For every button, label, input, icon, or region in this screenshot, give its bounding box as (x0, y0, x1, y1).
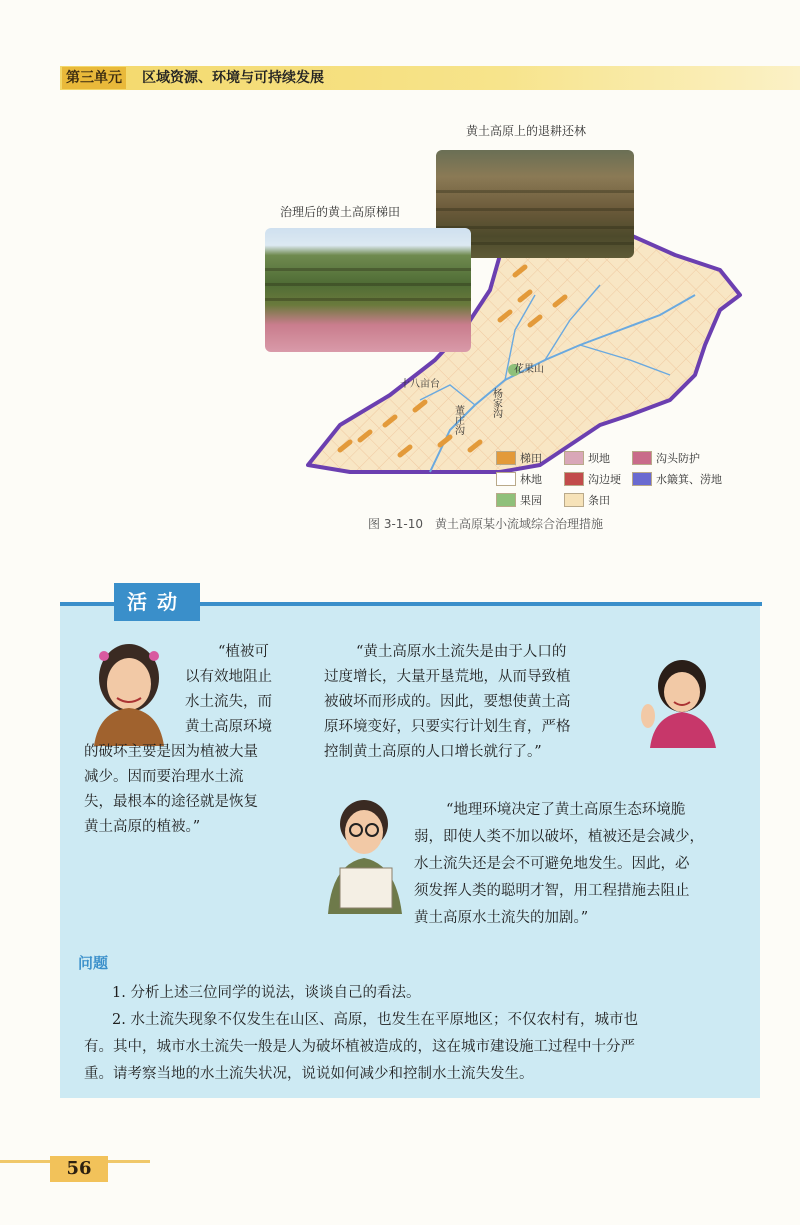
quote-1-line: “植被可 (218, 644, 269, 660)
legend-swatch (496, 493, 516, 507)
quote-2-line: 控制黄土高原的人口增长就行了。” (324, 744, 542, 760)
legend-swatch (564, 472, 584, 486)
map-label-huaguoshan: 花果山 (514, 364, 544, 375)
quote-1-line: 以有效地阻止 (185, 669, 272, 685)
legend-item: 林地 (496, 471, 542, 487)
quote-3-line: 弱，即使人类不加以破坏，植被还是会减少， (414, 829, 704, 845)
legend-item: 沟头防护 (632, 450, 700, 466)
legend-item: 水簸箕、涝地 (632, 471, 722, 487)
legend-swatch (632, 472, 652, 486)
quote-1-line: 的破坏主要是因为植被大量 (84, 744, 258, 760)
quote-3-line: 水土流失还是会不可避免地发生。因此，必 (414, 856, 690, 872)
quote-2-line: 原环境变好，只要实行计划生育，严格 (324, 719, 571, 735)
photo-left-caption: 治理后的黄土高原梯田 (280, 205, 401, 219)
map-label-shibamutai: 十八亩台 (400, 379, 440, 390)
quote-1-line: 黄土高原环境 (185, 719, 272, 735)
quote-2-line: 被破坏而形成的。因此，要想使黄土高 (324, 694, 571, 710)
map-label-dongzhuanggou: 董庄沟 (452, 405, 464, 435)
legend-swatch (564, 493, 584, 507)
photo-terraced-fields (265, 228, 471, 352)
quote-2-line: 过度增长，大量开垦荒地，从而导致植 (324, 669, 571, 685)
questions-title: 问题 (78, 954, 109, 972)
quote-1-line: 黄土高原的植被。” (84, 819, 201, 835)
activity-title: 活动 (114, 583, 200, 621)
legend-swatch (564, 451, 584, 465)
figure-caption: 图 3-1-10 黄土高原某小流域综合治理措施 (368, 517, 604, 531)
legend-item: 果园 (496, 492, 542, 508)
student-boy-illustration (320, 794, 410, 914)
unit-title: 区域资源、环境与可持续发展 (142, 70, 324, 86)
quote-1-line: 水土流失，而 (185, 694, 272, 710)
page-number: 56 (50, 1156, 108, 1182)
question-2-line: 2. 水土流失现象不仅发生在山区、高原，也发生在平原地区；不仅农村有，城市也 (112, 1012, 638, 1028)
quote-1-line: 减少。因而要治理水土流 (84, 769, 244, 785)
legend-swatch (496, 472, 516, 486)
quote-3-line: 须发挥人类的聪明才智，用工程措施去阻止 (414, 883, 690, 899)
student-girl-1-illustration (84, 636, 174, 746)
map-label-yangjiagou: 杨家沟 (490, 388, 502, 418)
quote-3-line: “地理环境决定了黄土高原生态环境脆 (446, 802, 686, 818)
quote-2-line: “黄土高原水土流失是由于人口的 (356, 644, 567, 660)
student-girl-2-illustration (636, 656, 722, 748)
photo-top-caption: 黄土高原上的退耕还林 (466, 124, 587, 138)
legend-swatch (632, 451, 652, 465)
unit-label: 第三单元 (62, 67, 126, 89)
legend-item: 条田 (564, 492, 610, 508)
question-2-line: 有。其中，城市水土流失一般是人为破坏植被造成的，这在城市建设施工过程中十分严 (84, 1039, 635, 1055)
legend-item: 梯田 (496, 450, 542, 466)
legend-item: 沟边埂 (564, 471, 621, 487)
quote-3-line: 黄土高原水土流失的加剧。” (414, 910, 589, 926)
legend-item: 坝地 (564, 450, 610, 466)
question-2-line: 重。请考察当地的水土流失状况，说说如何减少和控制水土流失发生。 (84, 1066, 534, 1082)
question-1: 1. 分析上述三位同学的说法，谈谈自己的看法。 (112, 985, 421, 1001)
quote-1-line: 失，最根本的途径就是恢复 (84, 794, 258, 810)
legend-swatch (496, 451, 516, 465)
